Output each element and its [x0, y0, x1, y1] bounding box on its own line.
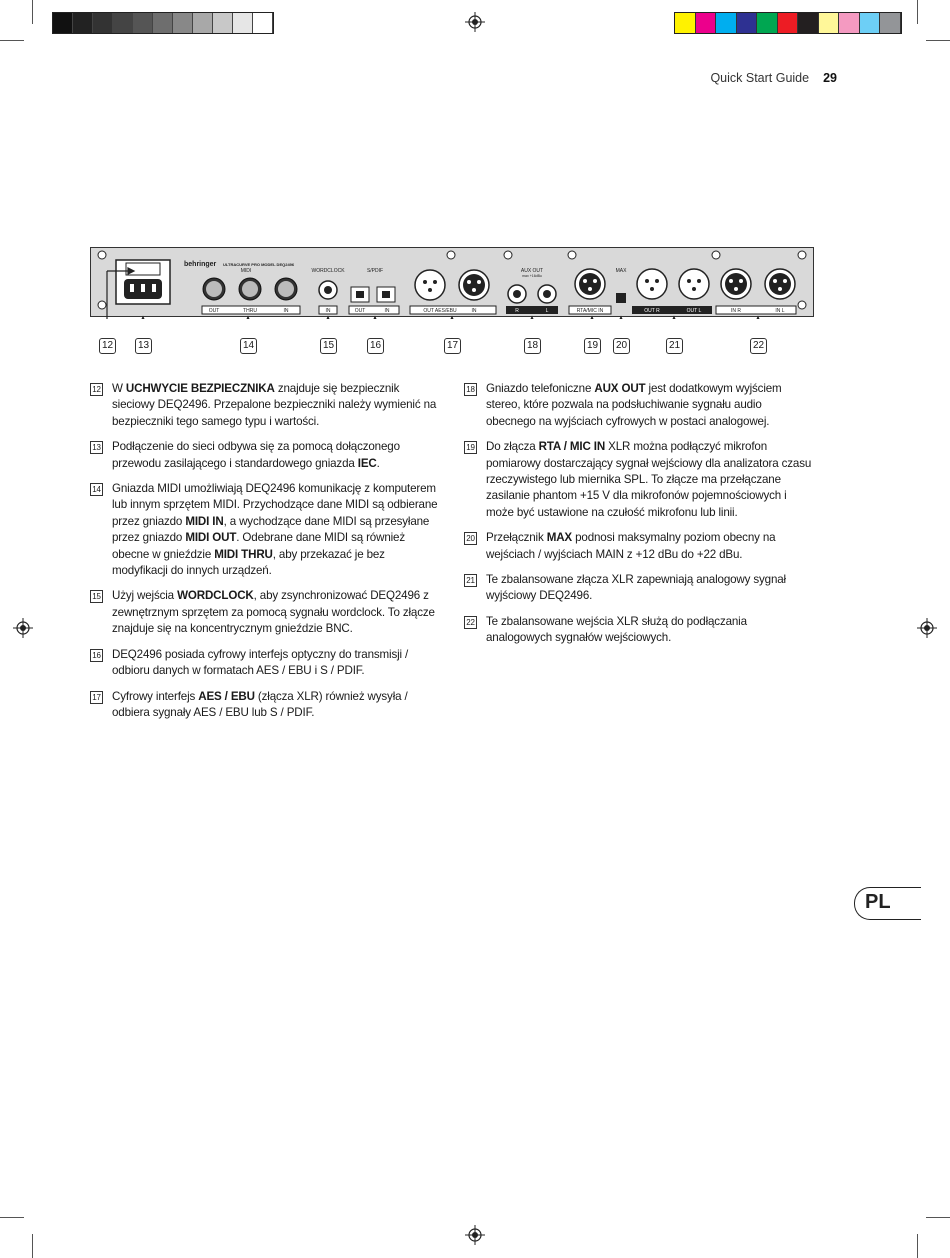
callout-20: 20	[613, 338, 630, 354]
item-number: 16	[90, 649, 103, 662]
item-19	[464, 439, 814, 521]
crop-mark	[0, 1217, 24, 1218]
bold-term: AES / EBU	[198, 689, 255, 703]
grayscale-calibration-bar	[52, 12, 274, 34]
max-switch	[616, 293, 626, 303]
language-badge-label: PL	[865, 891, 891, 913]
bold-term: WORDCLOCK	[177, 589, 254, 603]
page-number: 29	[823, 71, 837, 85]
aes-out-label: OUT AES/EBU	[423, 308, 457, 314]
item-number: 13	[90, 441, 103, 454]
language-badge	[854, 887, 921, 920]
item-16	[90, 647, 440, 680]
registration-mark-icon	[917, 618, 937, 638]
max-label: MAX	[615, 268, 627, 274]
registration-mark-icon	[465, 1225, 485, 1245]
left-column	[90, 381, 440, 730]
bold-term: IEC	[357, 456, 377, 470]
color-swatch	[839, 13, 860, 33]
crop-mark	[926, 40, 950, 41]
color-swatch	[675, 13, 696, 33]
bold-term: MAX	[546, 531, 573, 545]
callout-18: 18	[524, 338, 541, 354]
grayscale-swatch	[93, 13, 113, 33]
midi-connectors	[203, 278, 297, 300]
item-number: 18	[464, 383, 477, 396]
aes-in-label: IN	[471, 308, 477, 314]
item-text: Przełącznik	[486, 531, 547, 545]
item-number: 15	[90, 590, 103, 603]
spdif-out-label: OUT	[354, 308, 366, 314]
midi-thru-label: THRU	[243, 308, 257, 314]
bold-term: MIDI IN	[185, 514, 224, 528]
aux-out-label: AUX OUT	[520, 268, 544, 274]
item-text: Te zbalansowane wejścia XLR służą do podłączania analogowych sygnałów wejściowych.	[486, 614, 747, 645]
color-swatch	[716, 13, 737, 33]
bold-term: MIDI OUT	[185, 531, 237, 545]
item-15	[90, 588, 440, 637]
item-text: Te zbalansowane złącza XLR zapewniają analogowy sygnał wyjściowy DEQ2496.	[486, 573, 786, 603]
rear-panel-diagram	[90, 247, 814, 319]
callout-22: 22	[750, 338, 767, 354]
callout-14: 14	[240, 338, 257, 354]
grayscale-swatch	[53, 13, 73, 33]
color-swatch	[696, 13, 717, 33]
bold-term: MIDI THRU	[214, 547, 273, 561]
midi-in-label: IN	[283, 308, 289, 314]
registration-mark-icon	[465, 12, 485, 32]
color-calibration-bar	[674, 12, 902, 34]
callout-15: 15	[320, 338, 337, 354]
grayscale-swatch	[193, 13, 213, 33]
item-text: znajduje się bezpiecznik sieciowy DEQ2496. Przepalone bezpieczniki należy wymienić na bezpieczniki tego samego typu i wartości.	[112, 382, 437, 428]
spdif-in-label: IN	[384, 308, 390, 314]
item-14	[90, 481, 440, 579]
in-l-label: IN L	[775, 308, 785, 314]
callout-17: 17	[444, 338, 461, 354]
aux-out-sublabel: max +16dBu	[522, 274, 542, 278]
crop-mark	[32, 0, 33, 24]
item-text: DEQ2496 posiada cyfrowy interfejs optyczny do transmisji / odbioru danych w formatach AES / EBU i S / PDIF.	[112, 647, 409, 678]
item-number: 19	[464, 441, 477, 454]
color-swatch	[860, 13, 881, 33]
grayscale-swatch	[113, 13, 133, 33]
color-swatch	[778, 13, 799, 33]
item-text: Cyfrowy interfejs	[112, 689, 199, 703]
bold-term: AUX OUT	[594, 382, 646, 395]
item-13	[90, 439, 440, 472]
grayscale-swatch	[173, 13, 193, 33]
item-text: . Odebrane dane MIDI są również obecne w gnieździe	[112, 531, 405, 561]
item-18	[464, 381, 814, 430]
color-swatch	[798, 13, 819, 33]
item-number: 12	[90, 383, 103, 396]
registration-mark-icon	[13, 618, 33, 638]
aux-r-label: R	[515, 308, 519, 314]
callout-13: 13	[135, 338, 152, 354]
item-text: Podłączenie do sieci odbywa się za pomocą dołączonego przewodu zasilającego i standardowego gniazda	[112, 440, 400, 470]
item-text: (złącza XLR) również wysyła / odbiera sygnały AES / EBU lub S / PDIF.	[112, 689, 408, 719]
item-22	[464, 614, 814, 647]
item-20	[464, 530, 814, 563]
bold-term: UCHWYCIE BEZPIECZNIKA	[125, 382, 275, 395]
item-number: 17	[90, 691, 103, 704]
item-text: , aby zsynchronizować DEQ2496 z zewnętrznym sprzętem za pomocą sygnału wordclock. To złącze znajduje się na koncentrycznym gnieździe BNC.	[112, 589, 435, 636]
wordclock-label: WORDCLOCK	[311, 268, 345, 274]
color-swatch	[880, 13, 901, 33]
grayscale-swatch	[73, 13, 93, 33]
midi-group-label: MIDI	[240, 268, 252, 274]
item-text: .	[376, 456, 380, 470]
item-text: Gniazdo telefoniczne	[486, 382, 595, 395]
callout-21: 21	[666, 338, 683, 354]
crop-mark	[32, 1234, 33, 1258]
page-header	[710, 71, 837, 85]
color-swatch	[757, 13, 778, 33]
in-r-label: IN R	[731, 308, 741, 314]
crop-mark	[917, 1234, 918, 1258]
crop-mark	[917, 0, 918, 24]
grayscale-swatch	[253, 13, 273, 33]
item-number: 21	[464, 574, 477, 587]
crop-mark	[0, 40, 24, 41]
grayscale-swatch	[153, 13, 173, 33]
out-l-label: OUT L	[686, 308, 702, 314]
midi-out-label: OUT	[208, 308, 220, 314]
item-number: 22	[464, 616, 477, 629]
item-21	[464, 572, 814, 605]
item-text: Do złącza	[486, 440, 539, 454]
item-text: W	[112, 382, 126, 395]
callout-19: 19	[584, 338, 601, 354]
header-title: Quick Start Guide	[710, 71, 810, 85]
item-12	[90, 381, 440, 430]
item-number: 14	[90, 483, 103, 496]
grayscale-swatch	[213, 13, 233, 33]
spdif-label: S/PDIF	[366, 268, 384, 274]
right-column	[464, 381, 814, 656]
item-text: podnosi maksymalny poziom obecny na wejściach / wyjściach MAIN z +12 dBu do +22 dBu.	[486, 531, 776, 561]
crop-mark	[926, 1217, 950, 1218]
callout-12: 12	[99, 338, 116, 354]
item-text: Gniazda MIDI umożliwiają DEQ2496 komunikację z komputerem lub innym sprzętem MIDI. Przychodzące dane MIDI są odbierane przez gniazdo	[112, 482, 438, 528]
item-text: jest dodatkowym wyjściem stereo, które pozwala na podsłuchiwanie sygnału audio obecnego na wyjściach cyfrowych w postaci analogowej.	[486, 382, 782, 428]
aux-l-label: L	[545, 308, 549, 314]
item-17	[90, 689, 440, 722]
model-label: ULTRACURVE PRO MODEL DEQ2496	[223, 262, 295, 267]
item-text: , aby przekazać je bez modyfikacji do innych urządzeń.	[112, 547, 385, 578]
rta-label: RTA/MIC IN	[576, 308, 604, 314]
item-text: Użyj wejścia	[112, 589, 178, 603]
bold-term: RTA / MIC IN	[538, 440, 606, 454]
color-swatch	[737, 13, 758, 33]
item-number: 20	[464, 532, 477, 545]
item-text: , a wychodzące dane MIDI są przesyłane przez gniazdo	[112, 514, 430, 545]
grayscale-swatch	[133, 13, 153, 33]
wordclock-in-label: IN	[325, 308, 331, 314]
grayscale-swatch	[233, 13, 253, 33]
color-swatch	[819, 13, 840, 33]
out-r-label: OUT R	[644, 308, 660, 314]
brand-label: behringer	[184, 261, 217, 268]
item-text: XLR można podłączyć mikrofon pomiarowy dostarczający sygnał wejściowy dla analizatora czasu rzeczywistego lub miernika SPL. To złącze ma przełączane zasilanie phantom +15 V dla mikrofonów pojemnościowych i może być ustawione na czułość mikrofonu lub linii.	[486, 440, 812, 519]
callout-16: 16	[367, 338, 384, 354]
